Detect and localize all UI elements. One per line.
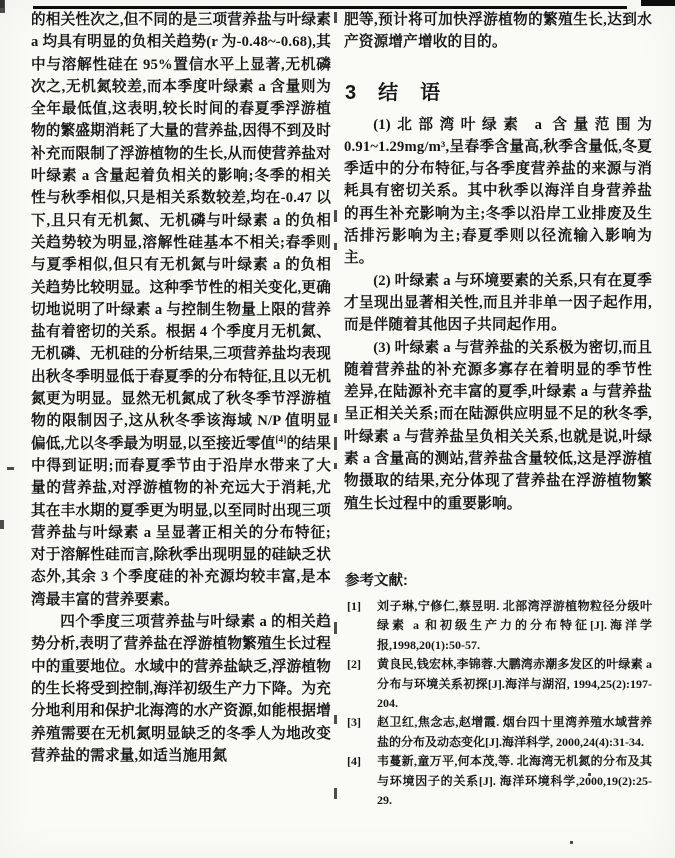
- scan-corner-artifact: [641, 0, 675, 6]
- reference-item: [347, 752, 652, 810]
- scan-speck: [570, 841, 573, 844]
- paragraph-correlation-analysis: [31, 9, 331, 611]
- paragraph-continuation: 肥等,预计将可加快浮游植物的繁殖生长,达到水产资源增产增收的目的。: [344, 12, 652, 51]
- reference-index: [3]: [347, 715, 361, 730]
- scan-speck: [7, 467, 14, 470]
- conclusion-item-2: (2) 叶绿素 a 与环境要素的关系,只有在夏季才呈现出显著相关性,而且并非单一因子起作用,而是伴随着其他因子共同起作用。: [344, 272, 652, 334]
- scan-speck: [334, 715, 337, 724]
- scan-speck: [334, 12, 337, 23]
- reference-index: [1]: [347, 598, 361, 613]
- paragraph-text: 的结果中得到证明;而春夏季节由于沿岸水带来了大量的营养盐,对浮游植物的补充远大于消耗,尤其在丰水期的夏季更为明显,以至同时出现三项营养盐与叶绿素 a 呈显著正相关的分布特征;对于溶解性硅而言,除秋季出现明显的硅缺乏状态外,其余 3 个季度硅的补充源均较丰富,是本湾最丰富的营养要素。: [31, 435, 331, 608]
- references-heading: 参考文献:: [345, 572, 408, 589]
- scan-speck: [334, 414, 337, 423]
- paragraph-nutrient-importance: 四个季度三项营养盐与叶绿素 a 的相关趋势分析,表明了营养盐在浮游植物繁殖生长过程中的重要地位。水域中的营养盐缺乏,浮游植物的生长将受到控制,海洋初级生产力下降。为充分地利用和保护北海湾的水产资源,如能根据增养殖需要在无机氮明显缺乏的冬季人为地改变营养盐的需求量,如适当施用氮: [31, 614, 331, 764]
- paragraph-text: 的相关性次之,但不同的是三项营养盐与叶绿素 a 均具有明显的负相关趋势(r 为-0.48~-0.68),其中与溶解性硅在 95%置信水平上显著,无机磷次之,无机氮较差,而本季度叶绿素 a 含量则为全年最低值,这表明,较长时间的春夏季浮游植物的繁盛期消耗了大量的营养盐,因得不到及时补充而限制了浮游植物的生长,从而使营养盐对叶绿素 a 含量起着负相关的影响;冬季的相关性与秋季相似,只是相关系数较差,均在-0.47 以下,且只有无机氮、无机磷与叶绿素 a 的负相关趋势较为明显,溶解性硅基本不相关;春季则与夏季相似,但只有无机氮与叶绿素 a 的负相关趋势比较明显。这种季节性的相关变化,更确切地说明了叶绿素 a 与控制生物量上限的营养盐有着密切的关系。根据 4 个季度月无机氮、无机磷、无机硅的分析结果,三项营养盐均表现出秋冬季明显低于春夏季的分布特征,且以无机氮更为明显。显然无机氮成了秋冬季节浮游植物的限制因子,这从秋冬季该海域 N/P 值明显偏低,尤以冬季最为明显,以至接近零值: [31, 12, 331, 452]
- scan-speck: [334, 210, 337, 222]
- left-column: [31, 9, 331, 767]
- reference-text: 韦蔓新,童万平,何本茂,等. 北海湾无机氮的分布及其与环境因子的关系[J]. 海洋环境科学,2000,19(2):25-29.: [377, 754, 652, 807]
- scan-speck: [334, 437, 337, 450]
- scan-speck: [0, 0, 4, 8]
- scan-speck: [334, 243, 337, 250]
- reference-index: [2]: [347, 657, 361, 672]
- reference-text: 赵卫红,焦念志,赵增霞. 烟台四十里湾养殖水域营养盐的分布及动态变化[J].海洋科学, 2000,24(4):31-34.: [377, 715, 652, 749]
- citation-superscript: [4]: [275, 433, 287, 444]
- conclusion-item-1: (1)北部湾叶绿素 a 含量范围为 0.91~1.29mg/m³,呈春季含量高,秋季含量低,冬夏季适中的分布特征,与各季度营养盐的来源与消耗具有密切关系。其中秋季以海洋自身营养盐的再生补充影响为主;冬季以沿岸工业排废及生活排污影响为主;春夏季则以径流输入影响为主。: [344, 116, 652, 267]
- reference-text: 刘子琳,宁修仁,蔡昱明. 北部湾浮游植物粒径分级叶绿素 a 和初级生产力的分布特征[J].海洋学报,1998,20(1):50-57.: [377, 598, 652, 652]
- conclusion-item-3: (3) 叶绿素 a 与营养盐的关系极为密切,而且随着营养盐的补充源多寡存在着明显的季节性差异,在陆源补充丰富的夏季,叶绿素 a 与营养盐呈正相关关系;而在陆源供应明显不足的秋冬季,叶绿素 a 与营养盐呈负相关关系,也就是说,叶绿素 a 含量高的测站,营养盐含量较低,这是浮游植物摄取的结果,充分体现了营养盐在浮游植物繁殖生长过程中的重要影响。: [344, 339, 652, 512]
- reference-item: [347, 597, 652, 655]
- reference-item: [347, 655, 652, 713]
- scan-speck: [334, 463, 337, 469]
- scan-speck: [334, 788, 337, 799]
- scan-speck: [334, 622, 337, 634]
- right-column: [344, 9, 652, 810]
- reference-text: 黄良民,钱宏林,李锦蓉.大鹏湾赤潮多发区的叶绿素 a 分布与环境关系初探[J].海洋与湖沼, 1994,25(2):197-204.: [377, 657, 652, 710]
- scan-speck: [0, 520, 4, 529]
- reference-index: [4]: [347, 754, 361, 769]
- reference-item: [347, 713, 652, 752]
- section-heading-conclusion: 3 结 语: [345, 81, 442, 104]
- references-list: [344, 597, 652, 810]
